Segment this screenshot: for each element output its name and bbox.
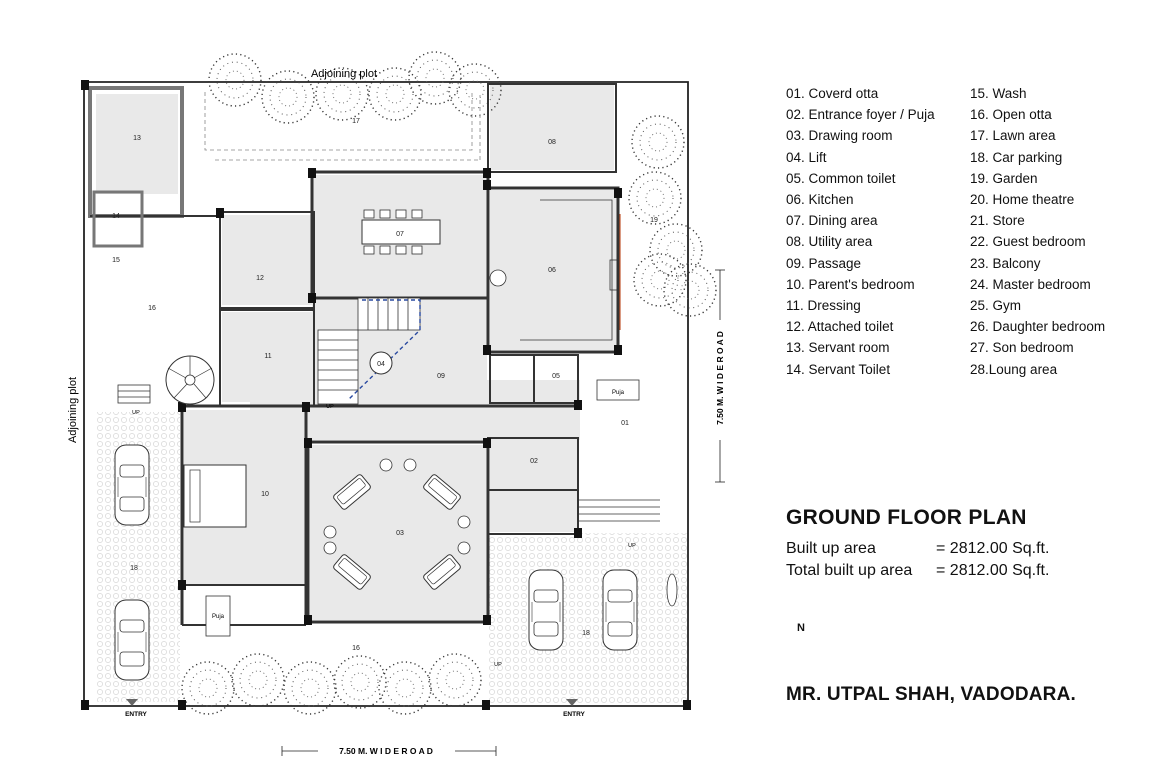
room-19: 19 [650,217,658,224]
room-16-left: 16 [148,305,156,312]
legend-item: 10. Parent's bedroom [786,276,915,292]
legend-item: 12. Attached toilet [786,319,894,335]
total-built-up-area-label: Total built up area [786,562,913,579]
room-03: 03 [396,530,404,537]
legend-item: 13. Servant room [786,340,890,356]
legend-item: 23. Balcony [970,255,1041,271]
entry-label-right: ENTRY [563,711,585,718]
up-label-bottom: UP [494,662,502,668]
legend-item: 27. Son bedroom [970,340,1074,356]
room-legend-left [786,83,935,380]
tree-row-top [209,52,501,123]
legend-item: 14. Servant Toilet [786,361,891,377]
legend-item: 17. Lawn area [970,128,1056,144]
parents-puja-unit [206,596,230,636]
up-label-left: UP [132,410,140,416]
tree-row-bottom [182,654,481,714]
legend-item: 06. Kitchen [786,192,854,208]
total-built-up-area-value: = 2812.00 Sq.ft. [936,562,1050,579]
legend-item: 26. Daughter bedroom [970,319,1106,335]
legend-item: 15. Wash [970,86,1027,101]
room-18-left: 18 [130,565,138,572]
legend-item: 04. Lift [786,149,827,165]
room-13: 13 [133,135,141,142]
north-label: N [797,622,805,634]
legend-item: 09. Passage [786,255,862,271]
legend-item: 02. Entrance foyer / Puja [786,107,935,123]
legend-item: 11. Dressing [786,298,861,314]
legend-item: 03. Drawing room [786,128,893,144]
adjoining-plot-top: Adjoining plot [310,68,378,80]
room-09: 09 [437,373,445,380]
legend-item: 22. Guest bedroom [970,234,1086,250]
plan-title: GROUND FLOOR PLAN [786,506,1027,529]
road-label-right: 7.50 M. W I D E R O A D [715,331,725,425]
legend-item: 05. Common toilet [786,170,896,186]
tree-row-right [629,116,716,316]
room-17: 17 [352,118,360,125]
puja-label-bedroom: Puja [211,614,225,620]
legend-item: 25. Gym [970,298,1022,314]
steps-left-parking [118,385,150,403]
room-14: 14 [112,213,120,220]
parents-bed [184,465,246,527]
parking-right-paving [488,533,688,705]
room-01: 01 [621,420,629,427]
room-12: 12 [256,275,264,282]
room-08: 08 [548,139,556,146]
road-label-bottom: 7.50 M. W I D E R O A D [339,746,433,756]
legend-item: 28.Loung area [970,361,1058,377]
up-label-otta: UP [628,543,636,549]
room-06: 06 [548,267,556,274]
legend-item: 01. Coverd otta [786,86,879,101]
otta-right-paving [578,350,688,532]
lawn-outline [205,92,472,150]
room-07: 07 [396,231,404,238]
room-02: 02 [530,458,538,465]
up-label-stair: UP [326,404,334,410]
legend-item: 20. Home theatre [970,192,1075,208]
built-up-area-label: Built up area [786,540,876,557]
room-10: 10 [261,491,269,498]
room-05: 05 [552,373,560,380]
entry-label-left: ENTRY [125,711,147,718]
room-04: 04 [377,361,385,368]
legend-item: 16. Open otta [970,107,1052,123]
legend-item: 08. Utility area [786,234,873,250]
legend-item: 18. Car parking [970,149,1063,165]
room-11: 11 [264,353,272,360]
room-15: 15 [112,257,120,264]
room-16-bottom: 16 [352,645,360,652]
legend-item: 07. Dining area [786,213,878,229]
legend-item: 24. Master bedroom [970,276,1091,292]
legend-item: 19. Garden [970,170,1038,186]
legend-item: 21. Store [970,213,1025,229]
room-legend-right [970,83,1105,380]
spiral-stair [166,356,214,404]
room-18-right: 18 [582,630,590,637]
built-up-area-value: = 2812.00 Sq.ft. [936,540,1050,557]
client-name: MR. UTPAL SHAH, VADODARA. [786,684,1076,705]
puja-label-otta: Puja [611,390,625,396]
adjoining-plot-left: Adjoining plot [67,376,79,444]
scooter [667,574,677,606]
